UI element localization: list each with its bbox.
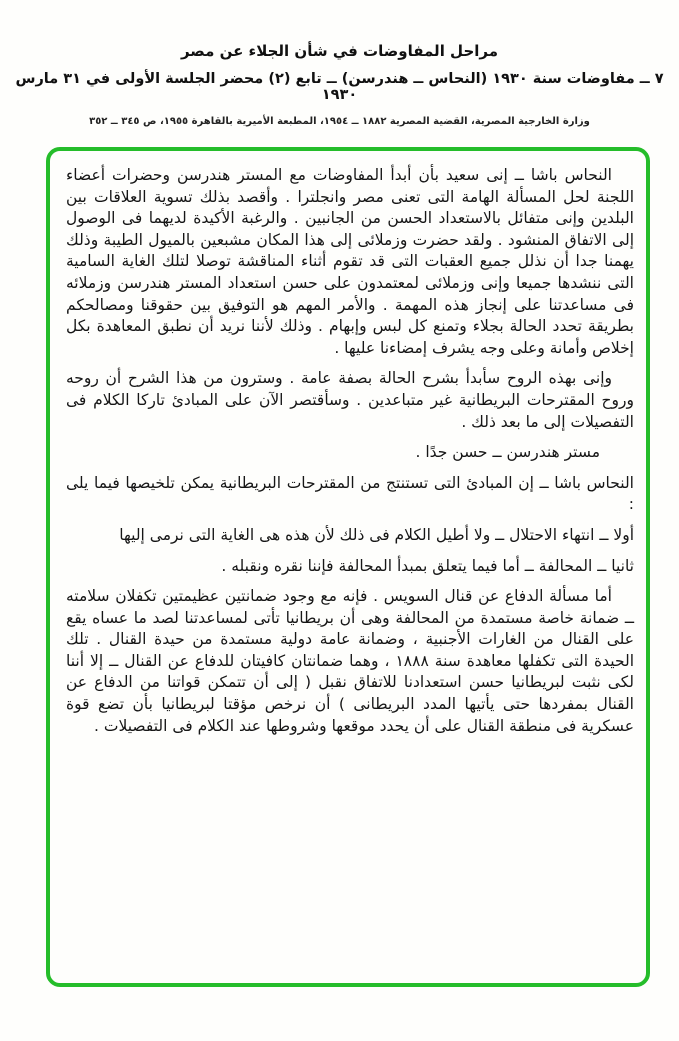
section-heading: ٧ ــ مفاوضات سنة ١٩٣٠ (النحاس ــ هندرسن) ــ تابع (٢) محضر الجلسة الأولى في ٣١ مارس ١٩٣٠ (15, 71, 664, 103)
document-header (0, 0, 679, 127)
paragraph-henderson-reply: مستر هندرسن ــ حسن جدًا . (415, 443, 600, 462)
paragraph-suez-canal-defense: أما مسألة الدفاع عن قنال السويس . فإنه مع وجود ضمانتين عظيمتين تكفلان سلامته ــ ضمانة خاصة مستمدة من المحالفة وهى أن بريطانيا تأتى لمساعدتنا لصد ما عساه يقع على القنال من الغارات الأجنبية ، وضمانة عامة دولية مستمدة من حيدة القنال . تلك الحيدة التى تكفلها معاهدة سنة ١٨٨٨ ، وهما ضمانتان كافيتان للدفاع عن القنال ــ إلا أننا لكى نثبت لبريطانيا حسن استعدادنا للاتفاق نقبل ( إلى أن تتمكن قواتنا من الدفاع عن القنال بمفردها حتى يأتيها المدد البريطانى ) أن نرخص مؤقتا لبريطانيا بأن تضع قوة عسكرية فى منطقة القنال على أن يحدد موقعها وشروطها عند الكلام فى التفصيلات . (66, 587, 634, 735)
green-border-frame (46, 147, 650, 987)
page-title: مراحل المفاوضات في شأن الجلاء عن مصر (180, 42, 499, 60)
document-body (66, 165, 634, 737)
paragraph-second-principle: ثانيا ــ المحالفة ــ أما فيما يتعلق بمبدأ المحالفة فإننا نقره ونقبله . (221, 556, 634, 575)
paragraph-nahhas-approach: وإنى بهذه الروح سأبدأ بشرح الحالة بصفة عامة . وسترون من هذا الشرح أن روحه وروح المقترحات البريطانية غير متباعدين . وسأقتصر الآن على المبادئ تاركا الكلام فى التفصيلات إلى ما بعد ذلك . (66, 369, 634, 431)
paragraph-nahhas-opening: النحاس باشا ــ إنى سعيد بأن أبدأ المفاوضات مع المستر هندرسن وحضرات أعضاء اللجنة لحل المسألة الهامة التى تعنى مصر وانجلترا . وأقصد بذلك تسوية العلاقات بين البلدين وإنى متفائل بالاستعداد الحسن من الجانبين . والرغبة الأكيدة لديهما فى الوصول إلى الاتفاق المنشود . ولقد حضرت وزملائى إلى هذا المكان مشبعين بالميول الطيبة وذلك يهمنا جدا أن نذلل جميع العقبات التى قد تقوم أثناء المناقشة توصلا لتلك الغاية السامية التى ننشدها جميعا وإنى وزملائى لمعتمدون على حسن استعداد المستر هندرسن وزملائه فى مساعدتنا على إنجاز هذه المهمة . والأمر المهم هو التوفيق بين حقوقنا ومصالحكم بطريقة تحدد الحالة بجلاء وتمنع كل لبس وإبهام . وذلك لأننا نريد أن نطبق المعاهدة بكل إخلاص وأمانة وعلى وجه يشرف إمضاءنا عليها . (66, 166, 634, 357)
source-citation: وزارة الخارجية المصرية، القضية المصرية ١٨٨٢ ــ ١٩٥٤، المطبعة الأميرية بالقاهرة ١٩٥٥، ص ٣٤٥ ــ ٣٥٢ (89, 116, 590, 127)
paragraph-first-principle: أولا ــ انتهاء الاحتلال ــ ولا أطيل الكلام فى ذلك لأن هذه هى الغاية التى نرمى إليها (119, 525, 634, 544)
paragraph-nahhas-principles: النحاس باشا ــ إن المبادئ التى تستنتج من المقترحات البريطانية يمكن تلخيصها فيما يلى : (66, 473, 634, 514)
